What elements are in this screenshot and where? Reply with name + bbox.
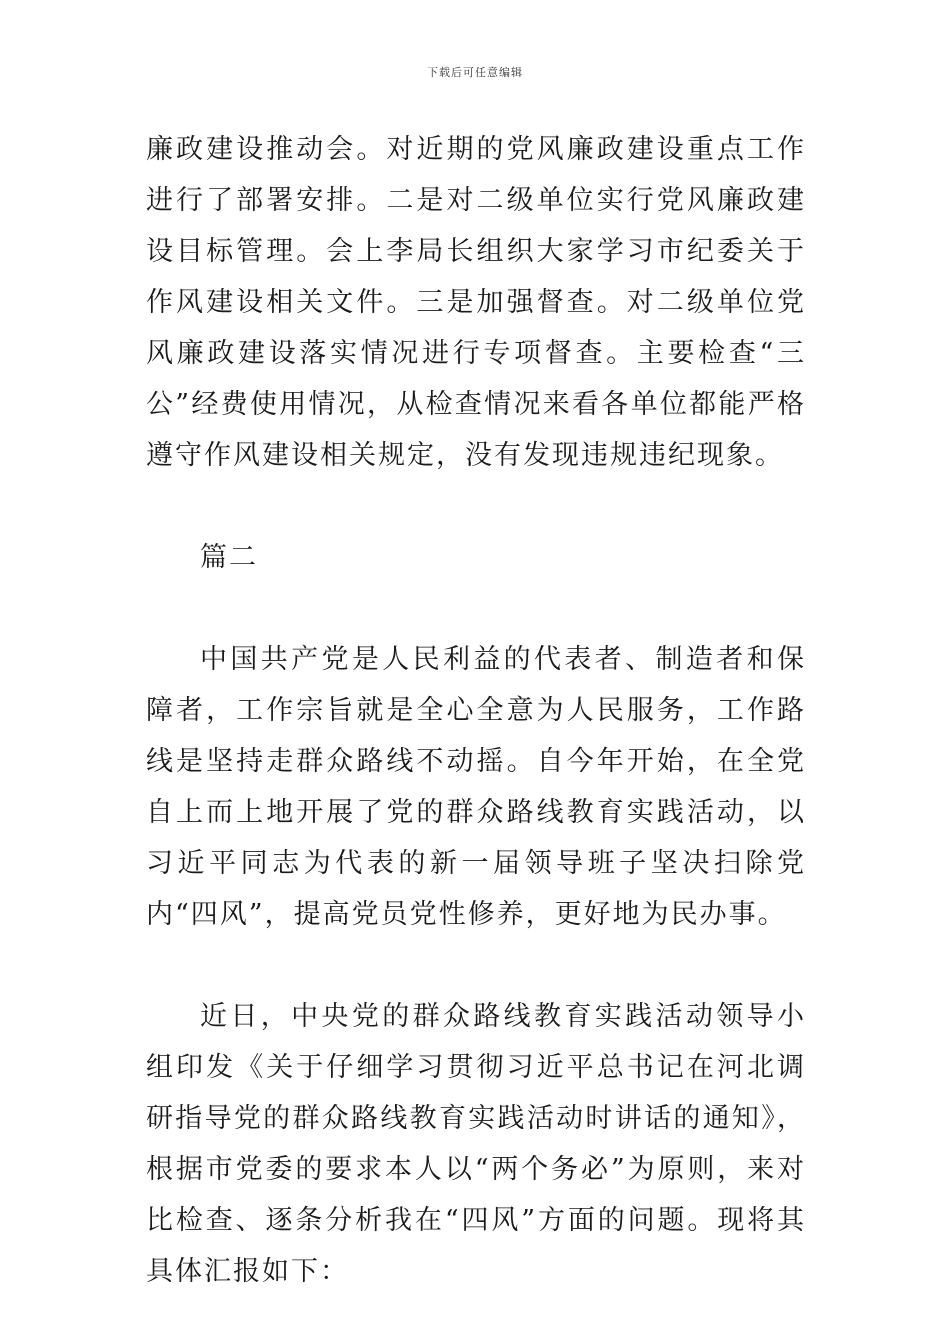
document-body: [146, 124, 806, 1297]
paragraph-spacer: [146, 940, 806, 991]
paragraph-intro: 中国共产党是人民利益的代表者、制造者和保障者，工作宗旨就是全心全意为人民服务，工作路线是坚持走群众路线不动摇。自今年开始，在全党自上而上地开展了党的群众路线教育实践活动，以习近平同志为代表的新一届领导班子坚决扫除党内“四风”，提高党员党性修养，更好地为民办事。: [146, 644, 806, 930]
paragraph-continued: 廉政建设推动会。对近期的党风廉政建设重点工作进行了部署安排。二是对二级单位实行党风廉政建设目标管理。会上李局长组织大家学习市纪委关于作风建设相关文件。三是加强督查。对二级单位党风廉政建设落实情况进行专项督查。主要检查“三公”经费使用情况，从检查情况来看各单位都能严格遵守作风建设相关规定，没有发现违规违纪现象。: [146, 134, 806, 471]
paragraph-spacer: [146, 583, 806, 634]
section-title: 篇二: [200, 542, 258, 573]
paragraph-spacer: [146, 481, 806, 532]
paragraph-notice: 近日，中央党的群众路线教育实践活动领导小组印发《关于仔细学习贯彻习近平总书记在河北调研指导党的群众路线教育实践活动时讲话的通知》，根据市党委的要求本人以“两个务必”为原则，来对比检查、逐条分析我在“四风”方面的问题。现将其具体汇报如下：: [146, 1001, 806, 1287]
page-header: 下载后可任意编辑: [427, 66, 523, 79]
